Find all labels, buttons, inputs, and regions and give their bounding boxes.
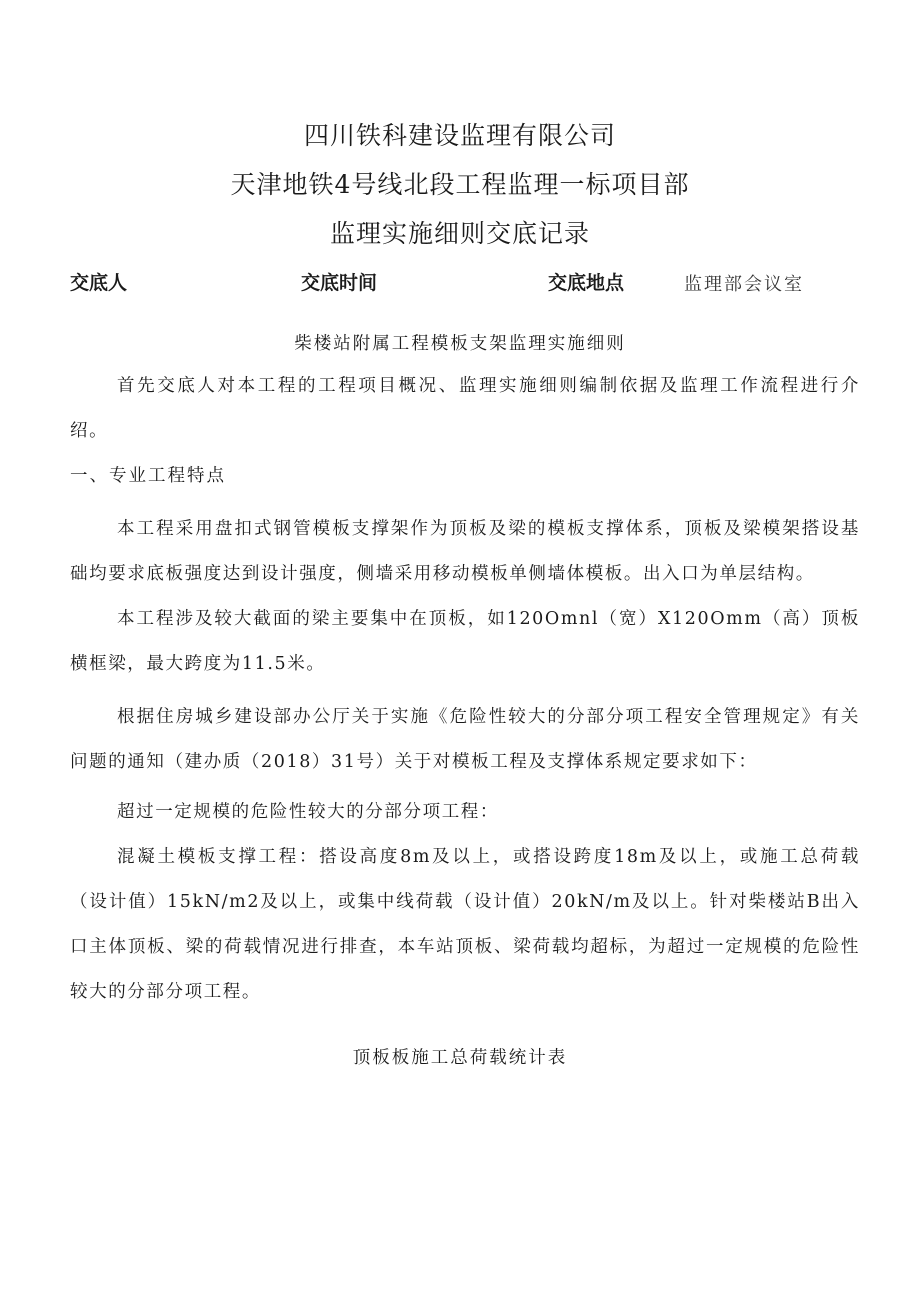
record-title: 监理实施细则交底记录 <box>329 219 590 248</box>
paragraph-concrete-formwork: 混凝土模板支撑工程：搭设高度8m及以上，或搭设跨度18m及以上，或施工总荷载（设计值）15kN/m2及以上，或集中线荷载（设计值）20kN/m及以上。针对柴楼站B出入口主体顶板、梁的荷载情况进行排查，本车站顶板、梁荷载均超标，为超过一定规模的危险性较大的分部分项工程。 <box>70 847 860 1002</box>
section-heading: 一、专业工程特点 <box>70 466 226 486</box>
intro-paragraph: 首先交底人对本工程的工程项目概况、监理实施细则编制依据及监理工作流程进行介绍。 <box>70 376 860 441</box>
table-caption: 顶板板施工总荷载统计表 <box>352 1048 568 1068</box>
paragraph-beam-size: 本工程涉及较大截面的梁主要集中在顶板，如120Omnl（宽）X120Omm（高）顶板横框梁，最大跨度为11.5米。 <box>70 609 860 674</box>
location-label: 交底地点 <box>548 272 625 294</box>
project-department: 天津地铁4号线北段工程监理一标项目部 <box>230 170 690 199</box>
subject-title: 柴楼站附属工程模板支架监理实施细则 <box>294 334 626 354</box>
location-value: 监理部会议室 <box>684 274 804 295</box>
time-label: 交底时间 <box>301 272 378 294</box>
paragraph-large-scale: 超过一定规模的危险性较大的分部分项工程： <box>117 802 499 822</box>
paragraph-regulation: 根据住房城乡建设部办公厅关于实施《危险性较大的分部分项工程安全管理规定》有关问题的通知（建办质（2018）31号）关于对模板工程及支撑体系规定要求如下： <box>70 707 860 772</box>
company-name: 四川铁科建设监理有限公司 <box>303 121 616 150</box>
paragraph-support-system: 本工程采用盘扣式钢管模板支撑架作为顶板及梁的模板支撑体系，顶板及梁模架搭设基础均要求底板强度达到设计强度，侧墙采用移动模板单侧墙体模板。出入口为单层结构。 <box>70 519 860 584</box>
presenter-label: 交底人 <box>70 272 128 294</box>
